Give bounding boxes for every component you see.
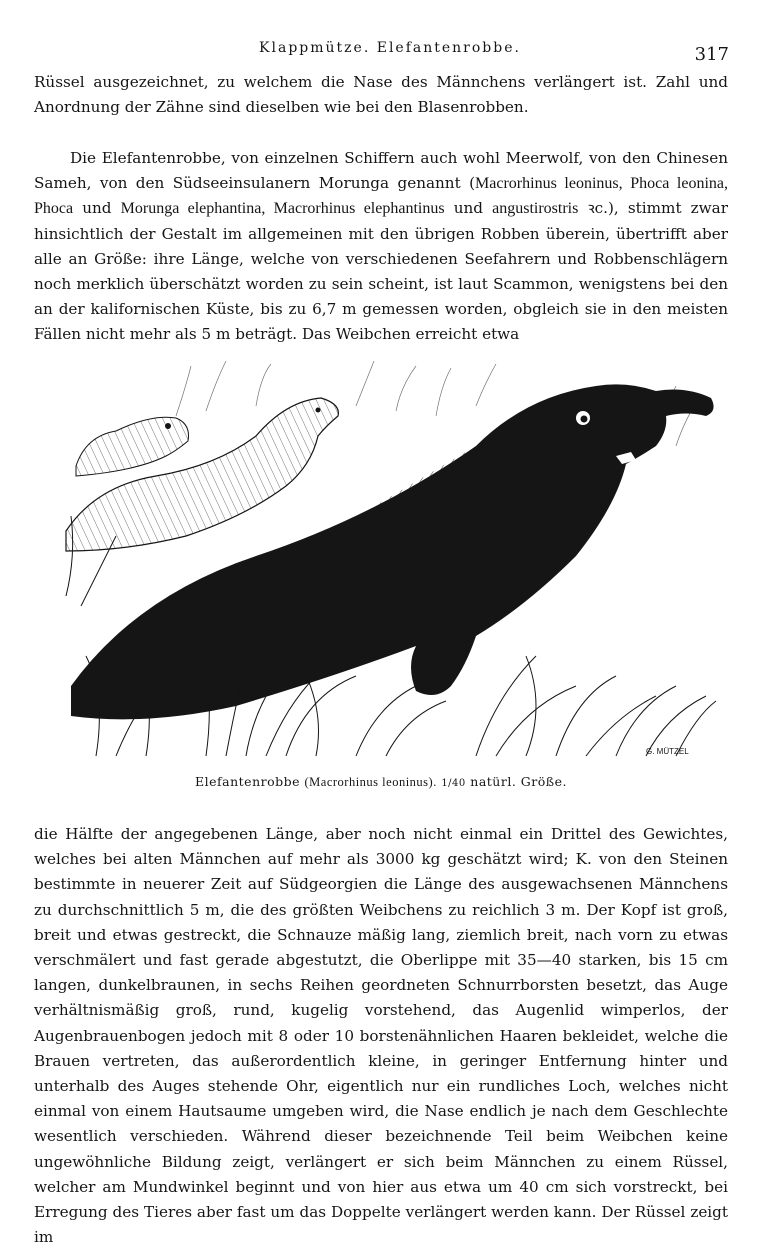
latin-names: Morunga elephantina, Macrorhinus elephantinus <box>120 200 445 218</box>
text-run: ꝛc.), stimmt zwar hinsichtlich der Gestalt im allgemeinen mit den übrigen Robben überein, übertrifft aber alle an Größe: ihre Länge, welche von verschiedenen Seefahrern und Robbenschlägern noch merklich überschätzt worden zu sein scheint, ist laut Scammon, wenigstens bei den an der kalifornischen Küste, bis zu 6,7 m gemessen worden, obgleich sie in den meisten Fällen nicht mehr als 5 m beträgt. Das Weibchen erreicht etwa <box>34 199 728 344</box>
small-seal <box>76 417 189 476</box>
paragraph-text: die Hälfte der angegebenen Länge, aber noch nicht einmal ein Drittel des Gewichtes, welches bei alten Männchen auf mehr als 3000 kg geschätzt wird; K. von den Steinen bestimmte in neuerer Zeit auf Südgeorgien die Länge des ausgewachsenen Männchens zu durchschnittlich 5 m, die des größten Weibchens zu reichlich 3 m. Der Kopf ist groß, breit und etwas gestreckt, die Schnauze mäßig lang, ziemlich breit, nach vorn zu etwas verschmälert und fast gerade abgestutzt, die Oberlippe mit 35—40 starken, bis 15 cm langen, dunkelbraunen, in sechs Reihen geordneten Schnurrborsten besetzt, das Auge verhältnismäßig groß, rund, kugelig vorstehend, das Augenlid wimperlos, der Augenbrauenbogen jedoch mit 8 oder 10 borstenähnlichen Haaren bekleidet, welche die Brauen vertreten, das außerordentlich kleine, in geringer Entfernung hinter und unterhalb des Auges stehende Ohr, eigentlich nur ein rundliches Loch, welches nicht einmal von einem Hautsaume umgeben wird, die Nase endlich je nach dem Geschlechte wesentlich verschieden. Während dieser bezeichnende Teil beim Weibchen keine ungewöhnliche Bildung zeigt, verlängert er sich beim Männchen zu einem Rüssel, welcher am Mundwinkel beginnt und von hier aus etwa um 40 cm sich vorstreckt, bei Erregung des Tieres aber fast um das Doppelte verlängert werden kann. Der Rüssel zeigt im <box>34 825 728 1247</box>
text-run: und <box>444 199 493 218</box>
female-seal <box>66 398 338 551</box>
caption-title: Elefantenrobbe <box>195 774 301 789</box>
caption-scale-fraction: 1/40 <box>441 778 466 789</box>
caption-latin-name: (Macrorhinus leoninus). <box>304 775 437 789</box>
paragraph-elefantenrobbe <box>34 146 728 348</box>
latin-names: Macrorhinus leoninus, Phoca leonina, Phoca <box>34 175 729 218</box>
illustration-elephant-seals <box>56 356 720 766</box>
text-run: Die Elefantenrobbe, von einzelnen Schiffern auch wohl Meerwolf, von den Chinesen Sameh, von den Südseeinsulanern Morunga genannt ( <box>34 149 728 193</box>
figure-caption <box>34 774 728 790</box>
paragraph-text <box>34 146 728 348</box>
artist-signature: G. MÜTZEL <box>646 747 689 756</box>
text-run: und <box>73 199 121 218</box>
caption-scale-text: natürl. Größe. <box>470 774 567 789</box>
paragraph-text: Rüssel ausgezeichnet, zu welchem die Nase des Männchens verlängert ist. Zahl und Anordnung der Zähne sind dieselben wie bei den Blasenrobben. <box>34 73 728 117</box>
page-number: 317 <box>694 44 729 65</box>
latin-names: angustirostris <box>492 200 579 218</box>
running-head: Klappmütze. Elefantenrobbe. <box>259 40 521 56</box>
paragraph-continuation <box>34 70 728 120</box>
paragraph-description <box>34 822 728 1250</box>
